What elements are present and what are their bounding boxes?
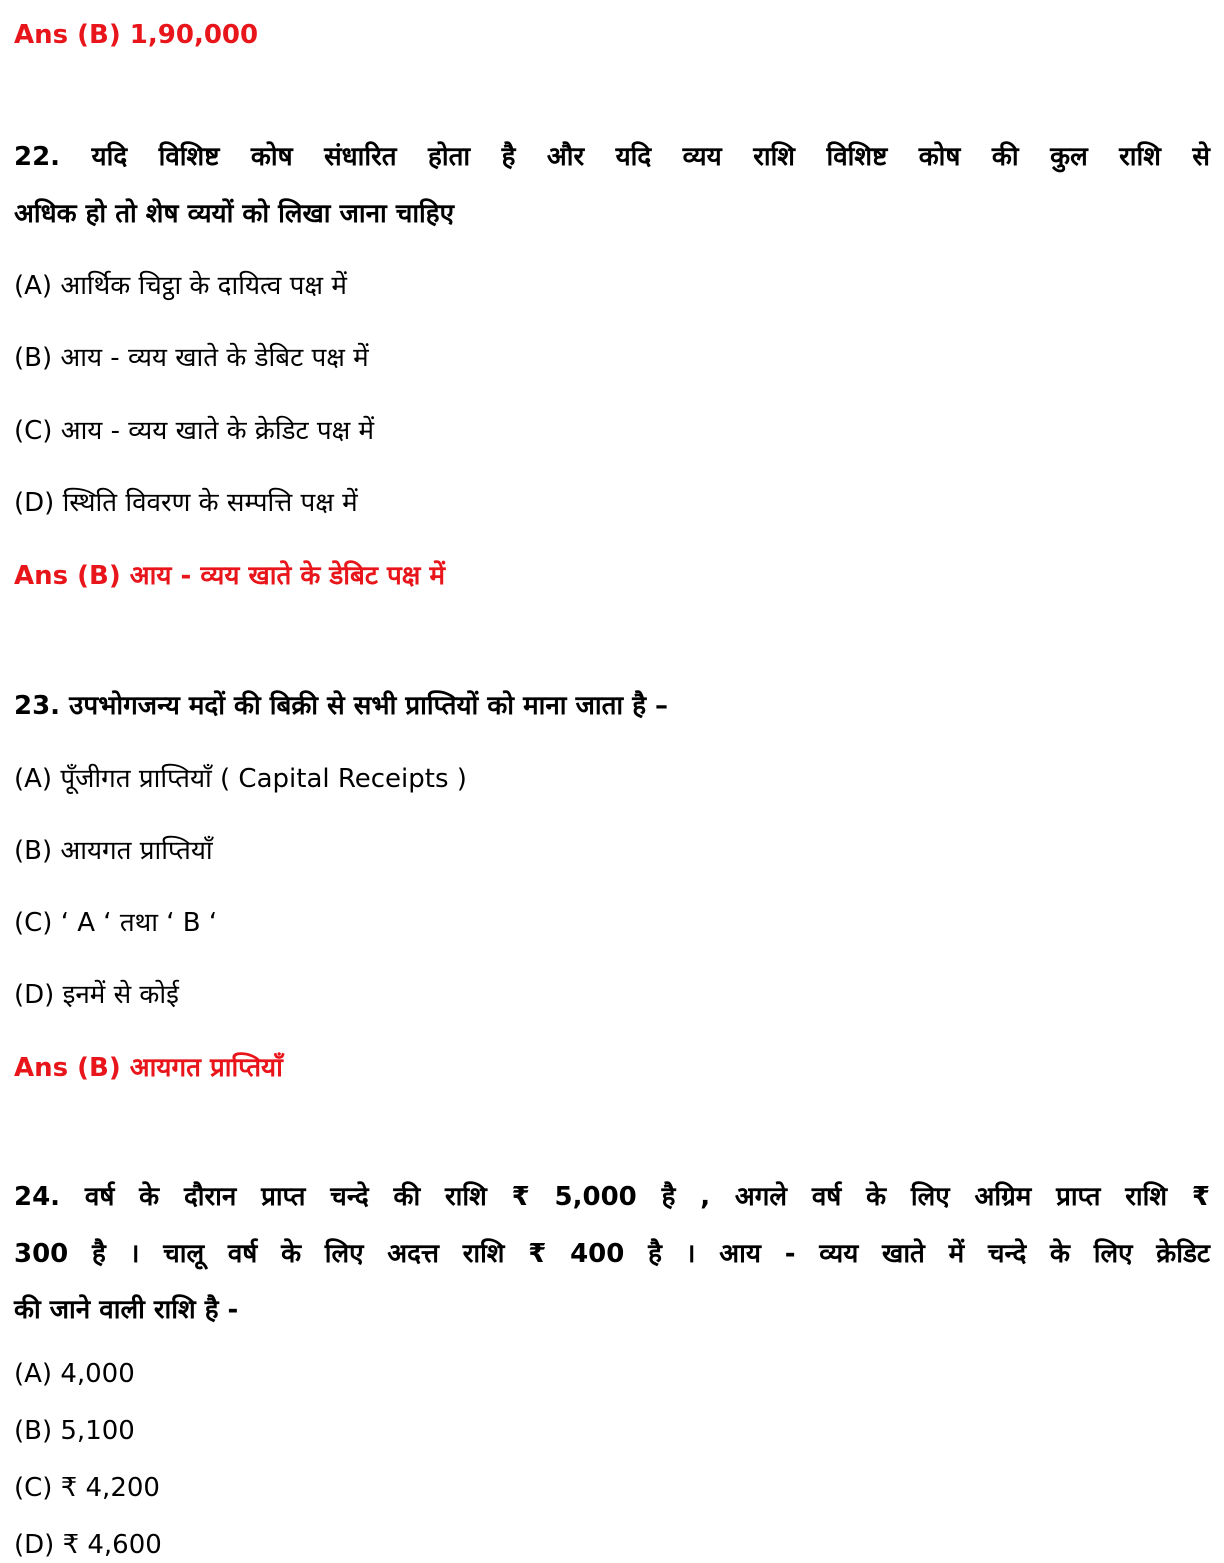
question-24-option-a: (A) 4,000 <box>14 1359 135 1389</box>
question-22-line-1: 22. यदि विशिष्ट कोष संधारित होता है और यदि व्यय राशि विशिष्ट कोष की कुल राशि से <box>14 142 1210 172</box>
question-23-option-b: (B) आयगत प्राप्तियाँ <box>14 836 213 866</box>
answer-21: Ans (B) 1,90,000 <box>14 20 259 50</box>
answer-23: Ans (B) आयगत प्राप्तियाँ <box>14 1053 283 1083</box>
question-22-option-a: (A) आर्थिक चिट्ठा के दायित्व पक्ष में <box>14 271 347 301</box>
question-22-option-b: (B) आय - व्यय खाते के डेबिट पक्ष में <box>14 343 369 373</box>
question-22-option-c: (C) आय - व्यय खाते के क्रेडिट पक्ष में <box>14 416 375 446</box>
question-24-option-d: (D) ₹ 4,600 <box>14 1530 162 1560</box>
question-22-option-d: (D) स्थिति विवरण के सम्पत्ति पक्ष में <box>14 488 358 518</box>
question-23-line-1: 23. उपभोगजन्य मदों की बिक्री से सभी प्राप्तियों को माना जाता है – <box>14 691 669 721</box>
question-24-option-c: (C) ₹ 4,200 <box>14 1473 160 1503</box>
question-23-option-c: (C) ‘ A ‘ तथा ‘ B ‘ <box>14 908 218 938</box>
question-23-option-a: (A) पूँजीगत प्राप्तियाँ ( Capital Receipts ) <box>14 764 467 794</box>
answer-22: Ans (B) आय - व्यय खाते के डेबिट पक्ष में <box>14 561 445 591</box>
question-24-line-1: 24. वर्ष के दौरान प्राप्त चन्दे की राशि ₹ 5,000 है , अगले वर्ष के लिए अग्रिम प्राप्त राशि ₹ <box>14 1182 1210 1212</box>
question-22-line-2: अधिक हो तो शेष व्ययों को लिखा जाना चाहिए <box>14 199 454 229</box>
question-23-option-d: (D) इनमें से कोई <box>14 980 179 1010</box>
question-24-line-3: की जाने वाली राशि है - <box>14 1295 239 1325</box>
question-24-line-2: 300 है । चालू वर्ष के लिए अदत्त राशि ₹ 400 है । आय - व्यय खाते में चन्दे के लिए क्रेडिट <box>14 1239 1210 1269</box>
question-24-option-b: (B) 5,100 <box>14 1416 135 1446</box>
